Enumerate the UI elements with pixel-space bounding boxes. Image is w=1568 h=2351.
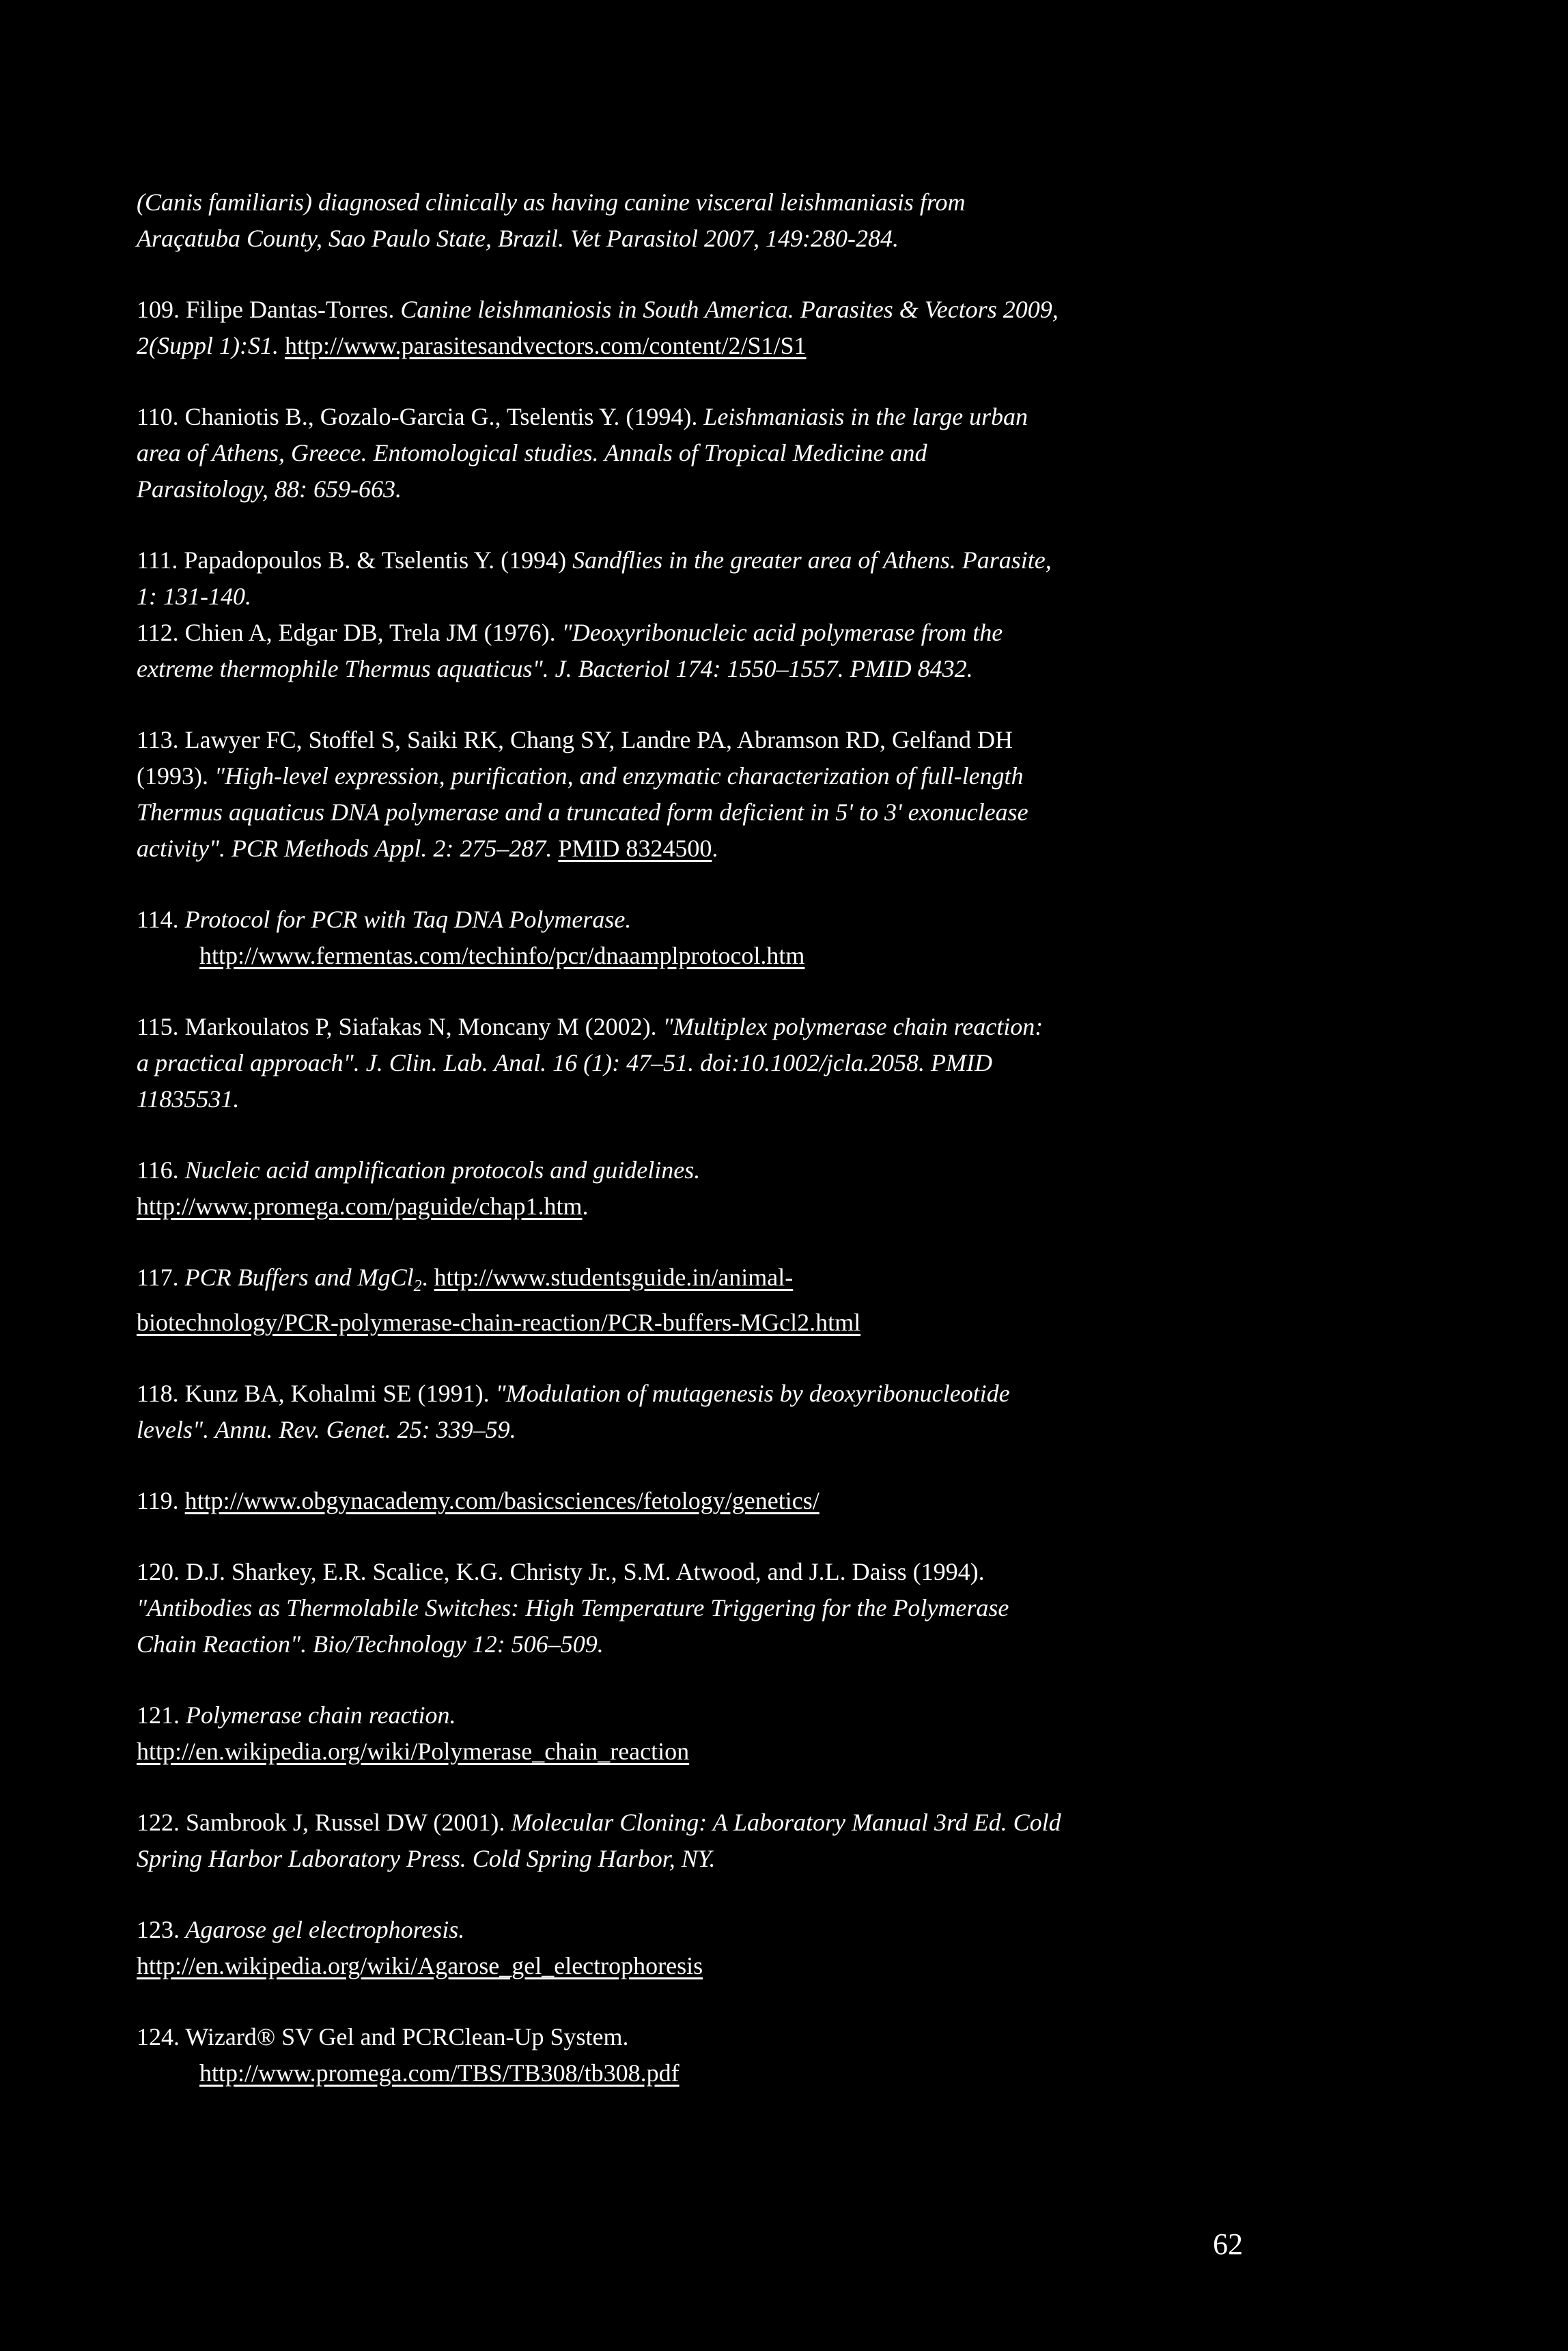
reference-title: Leishmaniasis in the large urban bbox=[703, 403, 1028, 430]
reference-authors: Chien A, Edgar DB, Trela JM (1976). bbox=[178, 619, 562, 646]
reference-number: 118. bbox=[137, 1380, 179, 1408]
pmid-link[interactable]: PMID 8324500 bbox=[558, 835, 712, 862]
reference-title: 1: 131-140. bbox=[137, 583, 251, 610]
reference-title: Parasitology, 88: 659-663. bbox=[137, 475, 402, 503]
reference-title: "Multiplex polymerase chain reaction: bbox=[662, 1013, 1044, 1040]
reference-text: (Canis familiaris) diagnosed clinically as having canine visceral leishmaniasis from bbox=[137, 189, 966, 216]
reference-114 bbox=[137, 902, 1308, 974]
reference-109 bbox=[137, 292, 1308, 364]
reference-120 bbox=[137, 1554, 1308, 1663]
reference-number: 121. bbox=[137, 1701, 180, 1729]
reference-title: levels". Annu. Rev. Genet. 25: 339–59. bbox=[137, 1416, 516, 1444]
reference-title: Polymerase chain reaction. bbox=[180, 1701, 456, 1729]
reference-title: a practical approach". J. Clin. Lab. Anal. 16 (1): 47–51. doi:10.1002/jcla.2058. PMID bbox=[137, 1049, 993, 1076]
reference-title: "High-level expression, purification, and enzymatic characterization of full-length bbox=[214, 762, 1024, 790]
reference-number: 111. bbox=[137, 546, 178, 574]
reference-authors: Filipe Dantas-Torres. bbox=[180, 296, 401, 323]
reference-number: 113. bbox=[137, 726, 179, 753]
reference-link[interactable]: http://www.obgynacademy.com/basicsciences/fetology/genetics/ bbox=[184, 1487, 820, 1515]
reference-number: 117. bbox=[137, 1264, 179, 1291]
reference-number: 124. bbox=[137, 2023, 180, 2051]
reference-title: Molecular Cloning: A Laboratory Manual 3rd Ed. Cold bbox=[511, 1809, 1061, 1837]
reference-title: Agarose gel electrophoresis. bbox=[180, 1916, 465, 1944]
reference-number: 120. bbox=[137, 1558, 180, 1586]
reference-number: 115. bbox=[137, 1013, 179, 1040]
reference-authors: Markoulatos P, Siafakas N, Moncany M (2002). bbox=[178, 1013, 663, 1040]
reference-123 bbox=[137, 1912, 1308, 1984]
reference-121 bbox=[137, 1697, 1308, 1770]
reference-title: Sandflies in the greater area of Athens. Parasite, bbox=[572, 546, 1052, 574]
reference-number: 122. bbox=[137, 1809, 180, 1837]
reference-title: extreme thermophile Thermus aquaticus". J. Bacteriol 174: 1550–1557. PMID 8432. bbox=[137, 655, 973, 682]
reference-end: . bbox=[582, 1193, 589, 1220]
reference-number: 109. bbox=[137, 296, 180, 323]
reference-title: Spring Harbor Laboratory Press. Cold Spring Harbor, NY. bbox=[137, 1845, 716, 1873]
reference-124 bbox=[137, 2019, 1308, 2091]
reference-116 bbox=[137, 1152, 1308, 1225]
reference-year: (1993). bbox=[137, 762, 214, 790]
reference-authors: Lawyer FC, Stoffel S, Saiki RK, Chang SY, Landre PA, Abramson RD, Gelfand DH bbox=[178, 726, 1013, 753]
reference-link[interactable]: http://en.wikipedia.org/wiki/Polymerase_chain_reaction bbox=[137, 1738, 690, 1766]
reference-119 bbox=[137, 1483, 1308, 1519]
reference-title: Chain Reaction". Bio/Technology 12: 506–509. bbox=[137, 1630, 604, 1658]
reference-authors: Kunz BA, Kohalmi SE (1991). bbox=[178, 1380, 496, 1408]
reference-title: area of Athens, Greece. Entomological studies. Annals of Tropical Medicine and bbox=[137, 439, 927, 467]
reference-title: 2(Suppl 1):S1. bbox=[137, 332, 279, 359]
reference-111 bbox=[137, 542, 1308, 615]
reference-title: Thermus aquaticus DNA polymerase and a truncated form deficient in 5' to 3' exonuclease bbox=[137, 798, 1028, 826]
reference-title: Canine leishmaniosis in South America. Parasites & Vectors 2009, bbox=[400, 296, 1059, 323]
reference-118 bbox=[137, 1376, 1308, 1448]
reference-number: 110. bbox=[137, 403, 179, 430]
reference-title: "Deoxyribonucleic acid polymerase from the bbox=[561, 619, 1003, 646]
reference-link[interactable]: http://www.studentsguide.in/animal- bbox=[434, 1264, 794, 1291]
reference-115 bbox=[137, 1009, 1308, 1117]
reference-113 bbox=[137, 722, 1308, 867]
reference-112 bbox=[137, 615, 1308, 687]
reference-title: activity". PCR Methods Appl. 2: 275–287. bbox=[137, 835, 559, 862]
reference-authors: Sambrook J, Russel DW (2001). bbox=[180, 1809, 512, 1837]
reference-link[interactable]: http://www.promega.com/TBS/TB308/tb308.pdf bbox=[199, 2059, 680, 2087]
reference-link[interactable]: http://en.wikipedia.org/wiki/Agarose_gel_electrophoresis bbox=[137, 1952, 703, 1980]
reference-122 bbox=[137, 1805, 1308, 1877]
reference-117 bbox=[137, 1260, 1308, 1341]
reference-title: Nucleic acid amplification protocols and guidelines. bbox=[178, 1156, 701, 1184]
page-number: 62 bbox=[1213, 2227, 1243, 2261]
reference-text: Araçatuba County, Sao Paulo State, Brazil. Vet Parasitol 2007, 149:280-284. bbox=[137, 225, 899, 252]
reference-number: 123. bbox=[137, 1916, 180, 1944]
reference-108-continued bbox=[137, 184, 1308, 257]
reference-title: Protocol for PCR with Taq DNA Polymerase. bbox=[178, 906, 632, 933]
reference-110 bbox=[137, 399, 1308, 507]
reference-link[interactable]: http://www.parasitesandvectors.com/content/2/S1/S1 bbox=[284, 332, 807, 359]
subscript: 2 bbox=[413, 1277, 422, 1296]
reference-end: . bbox=[712, 835, 718, 862]
reference-list bbox=[137, 184, 1308, 2126]
reference-authors: Papadopoulos B. & Tselentis Y. (1994) bbox=[178, 546, 573, 574]
reference-title: 11835531. bbox=[137, 1085, 240, 1113]
reference-authors: Chaniotis B., Gozalo-Garcia G., Tselentis Y. (1994). bbox=[178, 403, 704, 430]
reference-number: 114. bbox=[137, 906, 179, 933]
reference-number: 112. bbox=[137, 619, 179, 646]
reference-number: 116. bbox=[137, 1156, 179, 1184]
reference-number: 119. bbox=[137, 1487, 179, 1515]
reference-title: "Antibodies as Thermolabile Switches: High Temperature Triggering for the Polymerase bbox=[137, 1594, 1009, 1622]
reference-title: Wizard® SV Gel and PCRClean-Up System. bbox=[180, 2023, 629, 2051]
reference-link[interactable]: http://www.promega.com/paguide/chap1.htm bbox=[137, 1193, 583, 1220]
reference-authors: D.J. Sharkey, E.R. Scalice, K.G. Christy Jr., S.M. Atwood, and J.L. Daiss (1994). bbox=[180, 1558, 985, 1586]
reference-separator: . bbox=[421, 1264, 434, 1291]
reference-title: "Modulation of mutagenesis by deoxyribonucleotide bbox=[495, 1380, 1010, 1408]
reference-link[interactable]: biotechnology/PCR-polymerase-chain-reaction/PCR-buffers-MGcl2.html bbox=[137, 1309, 861, 1337]
reference-title: PCR Buffers and MgCl bbox=[178, 1264, 414, 1291]
reference-link[interactable]: http://www.fermentas.com/techinfo/pcr/dnaamplprotocol.htm bbox=[199, 942, 805, 969]
